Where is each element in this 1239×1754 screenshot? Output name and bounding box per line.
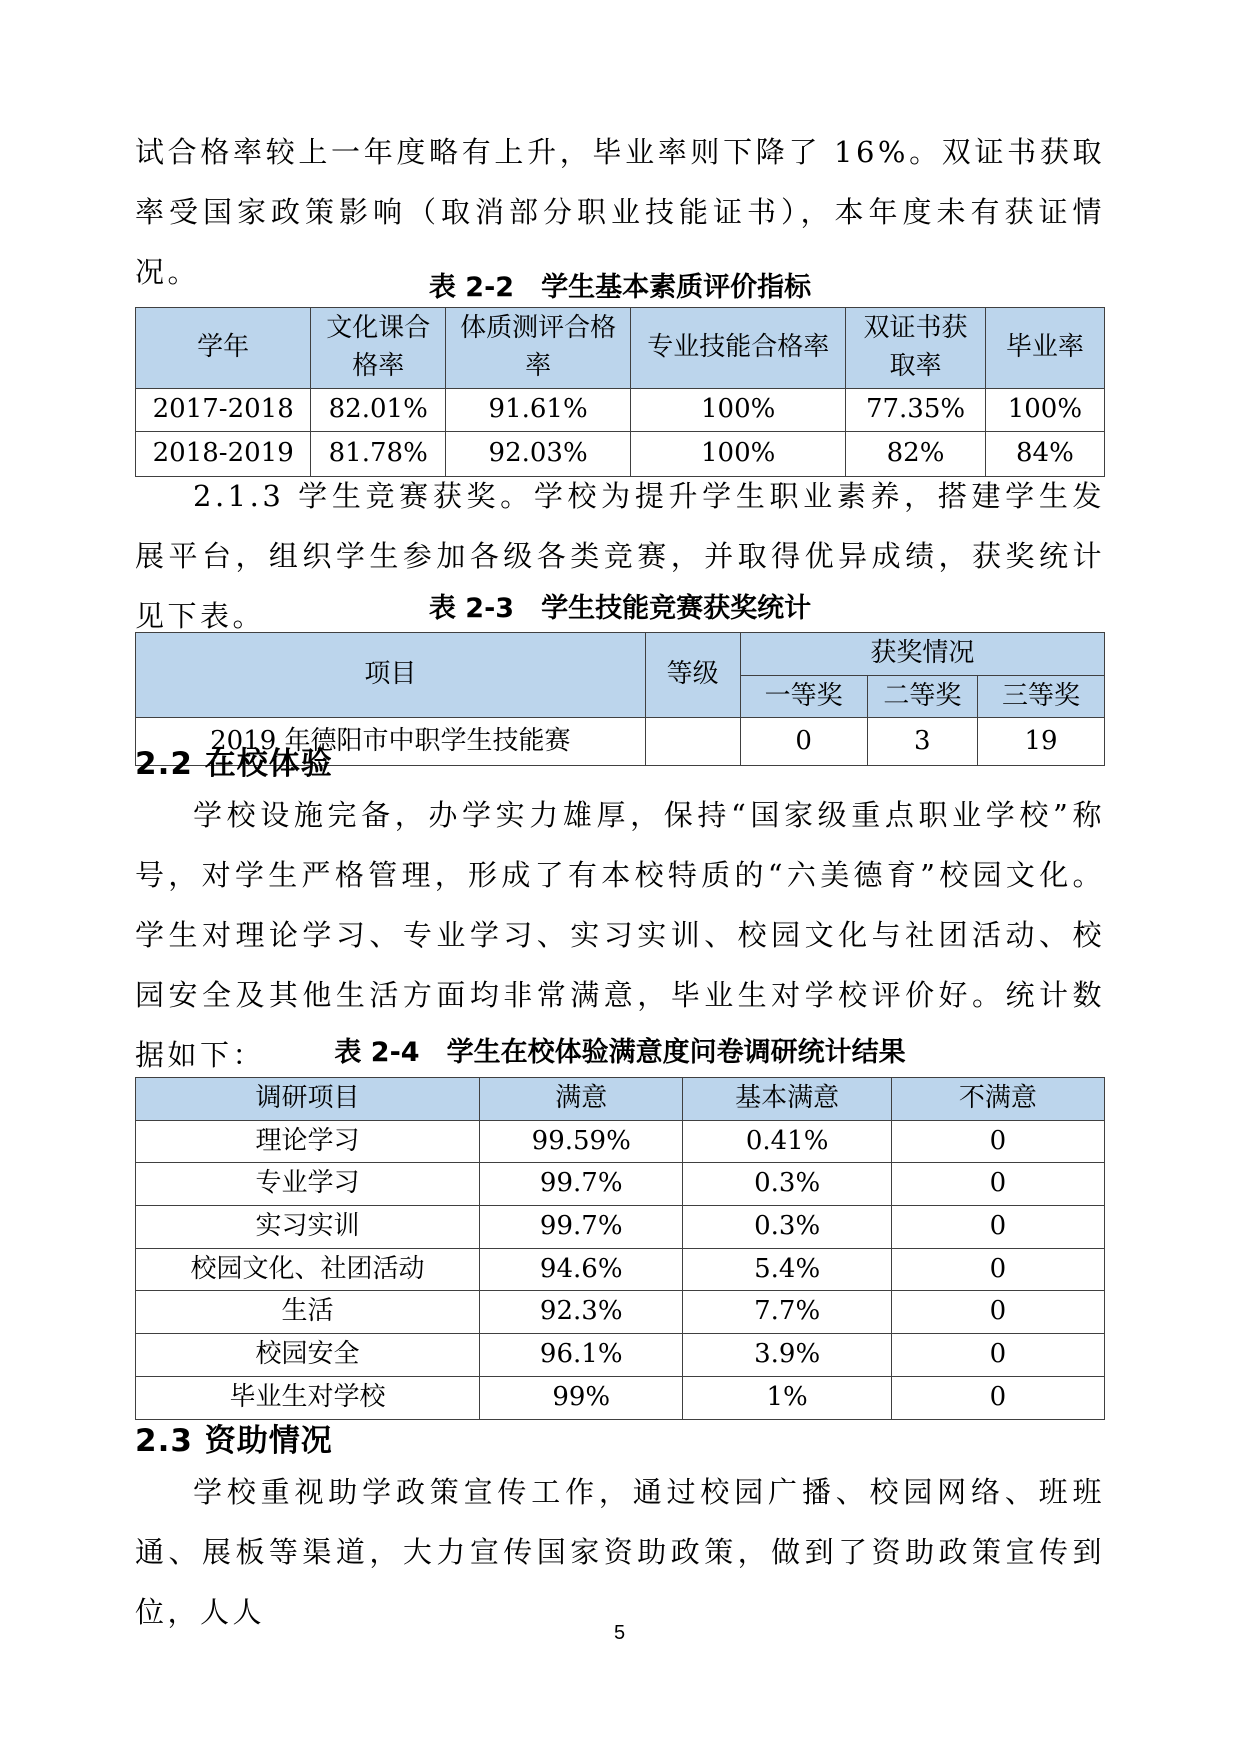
column-header-graduation-rate: 毕业率 [985,308,1104,389]
column-header-first-prize: 一等奖 [740,675,867,718]
cell-basically-satisfied: 3.9% [683,1334,891,1377]
cell-value: 81.78% [311,431,446,476]
cell-unsatisfied: 0 [891,1291,1104,1334]
table-row [136,1206,1105,1249]
column-header-award-group: 获奖情况 [740,633,1104,676]
cell-unsatisfied: 0 [891,1248,1104,1291]
cell-item: 理论学习 [136,1120,480,1163]
table-row [136,1120,1105,1163]
column-header-school-year: 学年 [136,308,311,389]
column-header-dual-cert-rate: 双证书获取率 [846,308,986,389]
column-header-skill-pass-rate: 专业技能合格率 [631,308,846,389]
cell-value: 82% [846,431,986,476]
table-row [136,1376,1105,1419]
table-2-2-student-quality [135,307,1105,477]
cell-value: 100% [985,389,1104,432]
column-header-third-prize: 三等奖 [978,675,1105,718]
table-row [136,308,1105,389]
cell-item: 生活 [136,1291,480,1334]
column-header-survey-item: 调研项目 [136,1078,480,1121]
column-header-fitness-pass-rate: 体质测评合格率 [446,308,631,389]
cell-value: 91.61% [446,389,631,432]
cell-value: 92.03% [446,431,631,476]
column-header-second-prize: 二等奖 [867,675,977,718]
table-row [136,1078,1105,1121]
cell-value: 100% [631,431,846,476]
cell-item: 校园文化、社团活动 [136,1248,480,1291]
cell-item: 专业学习 [136,1163,480,1206]
cell-value: 82.01% [311,389,446,432]
table-2-4-caption: 表 2-4 学生在校体验满意度问卷调研统计结果 [334,1037,906,1068]
cell-basically-satisfied: 0.3% [683,1206,891,1249]
table-2-2-caption: 表 2-2 学生基本素质评价指标 [428,272,812,303]
column-header-satisfied: 满意 [479,1078,682,1121]
cell-satisfied: 99.59% [479,1120,682,1163]
paragraph-competition-awards: 2.1.3 学生竞赛获奖。学校为提升学生职业素养，搭建学生发展平台，组织学生参加各级各类竞赛，并取得优异成绩，获奖统计见下表。 [135,479,1105,633]
cell-first-prize-count: 0 [740,718,867,766]
table-row [136,389,1105,432]
cell-basically-satisfied: 1% [683,1376,891,1419]
section-heading-2-2: 2.2 在校体验 [135,746,333,782]
cell-unsatisfied: 0 [891,1206,1104,1249]
cell-value: 84% [985,431,1104,476]
paragraph-exam-pass-rate: 试合格率较上一年度略有上升，毕业率则下降了 16%。双证书获取率受国家政策影响（取消部分职业技能证书），本年度未有获证情况。 [135,135,1105,289]
paragraph-funding: 学校重视助学政策宣传工作，通过校园广播、校园网络、班班通、展板等渠道，大力宣传国家资助政策，做到了资助政策宣传到位，人人 [135,1475,1105,1629]
cell-unsatisfied: 0 [891,1163,1104,1206]
cell-basically-satisfied: 7.7% [683,1291,891,1334]
cell-value: 100% [631,389,846,432]
cell-satisfied: 99.7% [479,1163,682,1206]
section-heading-2-3: 2.3 资助情况 [135,1423,333,1459]
cell-item: 校园安全 [136,1334,480,1377]
cell-year: 2017-2018 [136,389,311,432]
column-header-unsatisfied: 不满意 [891,1078,1104,1121]
cell-satisfied: 99% [479,1376,682,1419]
cell-value: 77.35% [846,389,986,432]
cell-basically-satisfied: 0.3% [683,1163,891,1206]
cell-satisfied: 94.6% [479,1248,682,1291]
cell-year: 2018-2019 [136,431,311,476]
cell-unsatisfied: 0 [891,1376,1104,1419]
cell-satisfied: 96.1% [479,1334,682,1377]
cell-unsatisfied: 0 [891,1334,1104,1377]
cell-item: 实习实训 [136,1206,480,1249]
cell-satisfied: 92.3% [479,1291,682,1334]
column-header-level: 等级 [645,633,740,718]
table-row [136,1291,1105,1334]
page-number: 5 [613,1622,626,1644]
cell-satisfied: 99.7% [479,1206,682,1249]
table-row [136,633,1105,676]
cell-unsatisfied: 0 [891,1120,1104,1163]
table-2-3-caption: 表 2-3 学生技能竞赛获奖统计 [428,593,812,624]
column-header-culture-pass-rate: 文化课合格率 [311,308,446,389]
table-row [136,1163,1105,1206]
cell-third-prize-count: 19 [978,718,1105,766]
table-row [136,1248,1105,1291]
table-row [136,1334,1105,1377]
cell-project-name: 2019 年德阳市中职学生技能赛 [136,718,646,766]
table-2-4-satisfaction-survey [135,1077,1105,1420]
cell-basically-satisfied: 5.4% [683,1248,891,1291]
cell-basically-satisfied: 0.41% [683,1120,891,1163]
column-header-basically-satisfied: 基本满意 [683,1078,891,1121]
paragraph-campus-experience: 学校设施完备，办学实力雄厚，保持“国家级重点职业学校”称号，对学生严格管理，形成了有本校特质的“六美德育”校园文化。学生对理论学习、专业学习、实习实训、校园文化与社团活动、校园安全及其他生活方面均非常满意，毕业生对学校评价好。统计数据如下： [135,798,1105,1072]
cell-item: 毕业生对学校 [136,1376,480,1419]
column-header-project: 项目 [136,633,646,718]
cell-second-prize-count: 3 [867,718,977,766]
